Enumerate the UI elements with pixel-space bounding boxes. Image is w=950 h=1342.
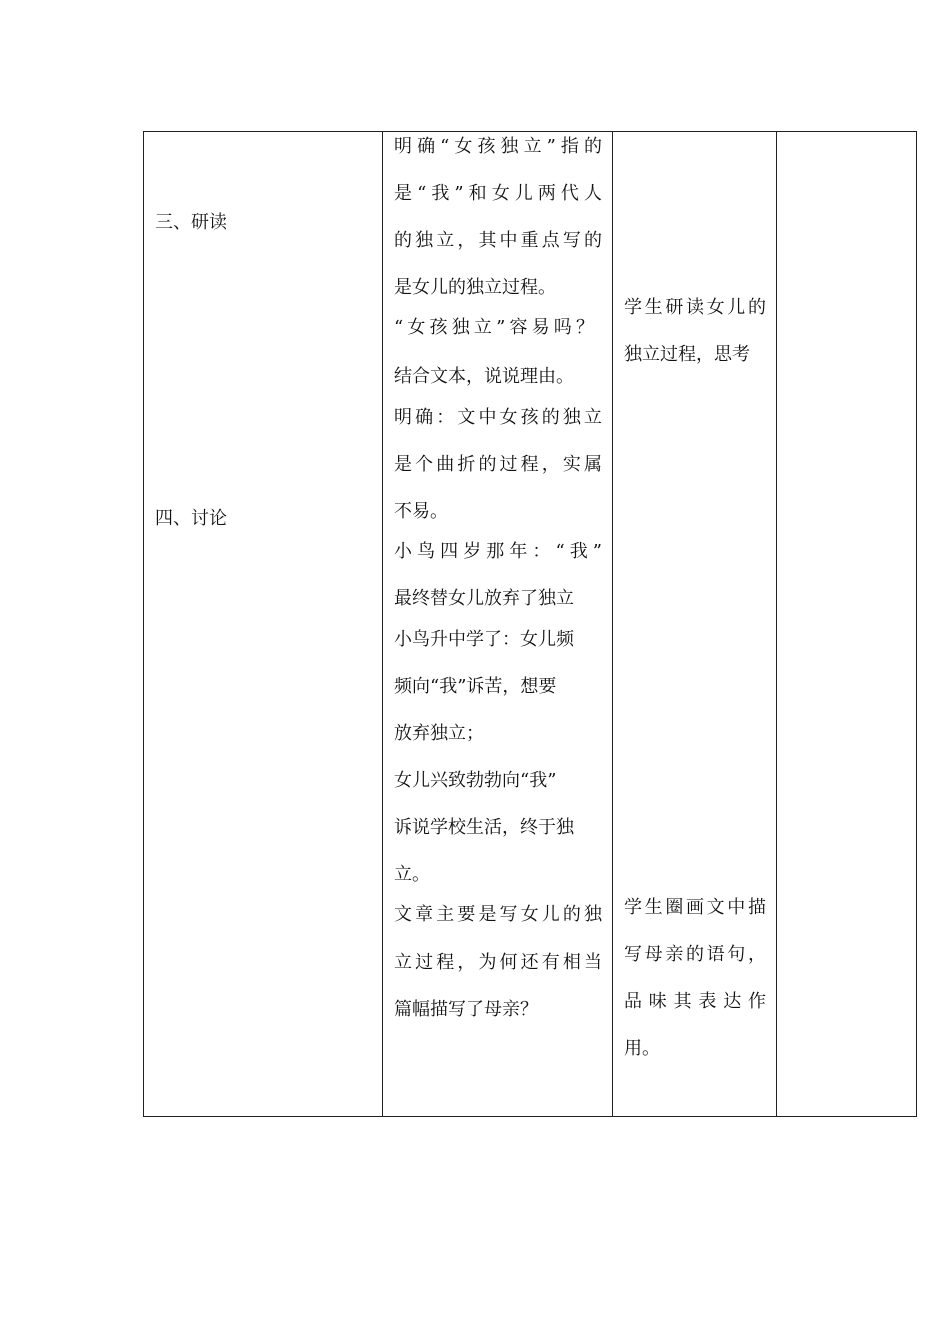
teacher-line: 不易。 — [394, 501, 448, 522]
teacher-line: 立 过 程 ， 为 何 还 有 相 当 — [394, 952, 602, 973]
student-line: 写 母 亲 的 语 句 ， — [624, 944, 766, 965]
teacher-line: 文 章 主 要 是 写 女 儿 的 独 — [394, 904, 602, 925]
teacher-line: 小鸟升中学了：女儿频 — [394, 629, 574, 650]
teacher-line: 是 个 曲 折 的 过 程 ， 实 属 — [394, 454, 602, 475]
teacher-line: “ 女 孩 独 立 ” 容 易 吗 ？ — [394, 317, 594, 338]
column-divider-3 — [776, 132, 777, 1116]
student-line: 学 生 圈 画 文 中 描 — [624, 897, 766, 918]
section-four-label: 四、讨论 — [155, 508, 227, 529]
teacher-line: 的 独 立 ， 其 中 重 点 写 的 — [394, 230, 602, 251]
teacher-line: 是女儿的独立过程。 — [394, 277, 556, 298]
teacher-line: 小 鸟 四 岁 那 年 ： “ 我 ” — [394, 541, 602, 562]
section-three-label: 三、研读 — [155, 212, 227, 233]
teacher-line: 女儿兴致勃勃向“我” — [394, 770, 557, 791]
teacher-line: 放弃独立； — [394, 723, 484, 744]
teacher-line: 结合文本，说说理由。 — [394, 366, 574, 387]
column-divider-2 — [612, 132, 613, 1116]
teacher-line: 频向“我”诉苦，想要 — [394, 676, 557, 697]
teacher-line: 篇幅描写了母亲？ — [394, 999, 538, 1020]
student-line: 独立过程，思考 — [624, 344, 750, 365]
teacher-line: 诉说学校生活，终于独 — [394, 817, 574, 838]
teacher-line: 最终替女儿放弃了独立 — [394, 588, 574, 609]
column-divider-1 — [382, 132, 383, 1116]
teacher-line: 明 确 ： 文 中 女 孩 的 独 立 — [394, 407, 602, 428]
teacher-line: 明 确 “ 女 孩 独 立 ” 指 的 — [394, 136, 602, 157]
teacher-line: 立。 — [394, 864, 430, 885]
teacher-line: 是 “ 我 ” 和 女 儿 两 代 人 — [394, 183, 602, 204]
student-line: 用。 — [624, 1038, 660, 1059]
student-line: 品 味 其 表 达 作 — [624, 991, 766, 1012]
student-line: 学 生 研 读 女 儿 的 — [624, 297, 766, 318]
